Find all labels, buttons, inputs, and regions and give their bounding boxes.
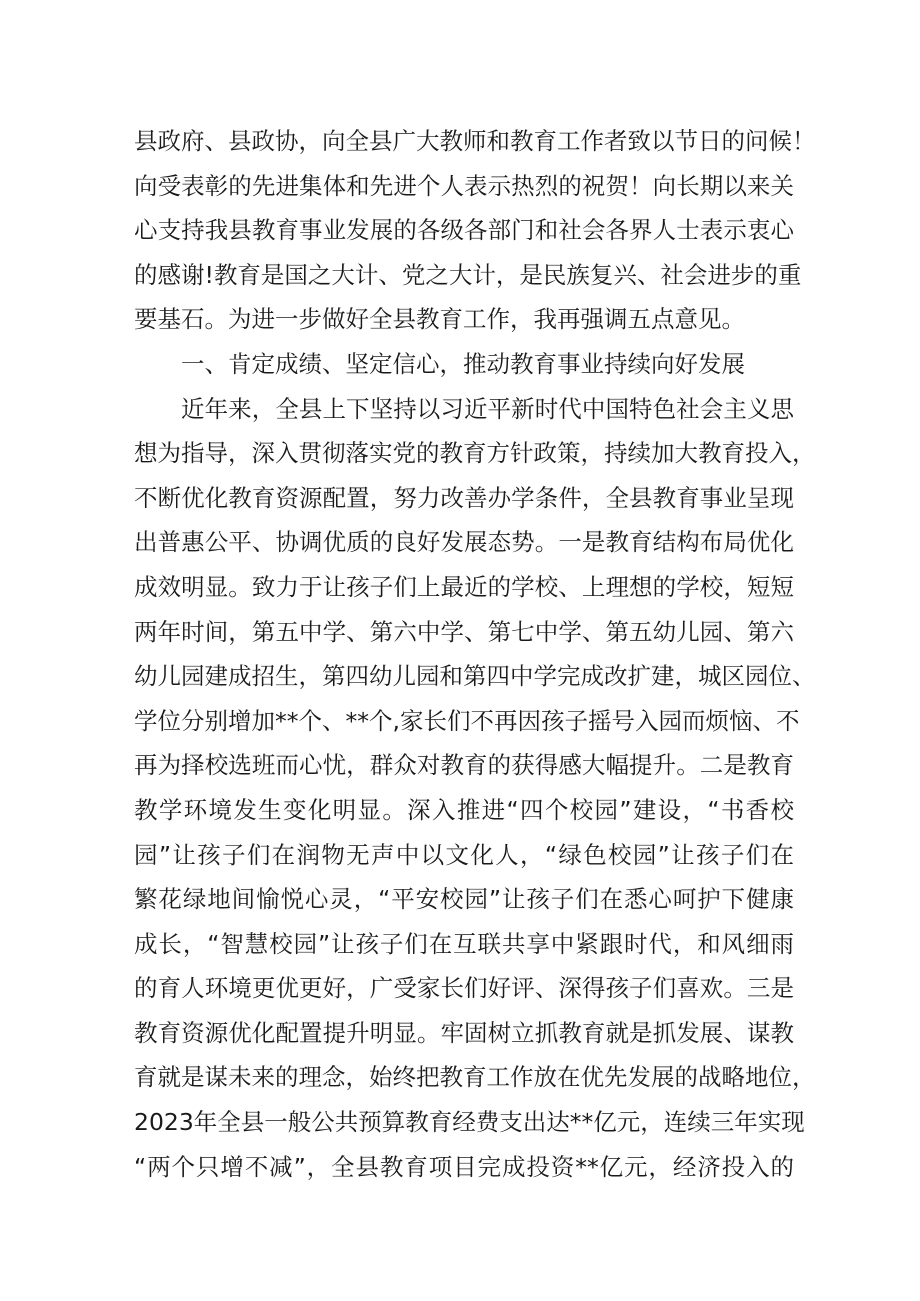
text-line: 育就是谋未来的理念，始终把教育工作放在优先发展的战略地位， <box>134 1063 816 1092</box>
text-line: 近年来，全县上下坚持以习近平新时代中国特色社会主义思 <box>181 394 794 423</box>
text-line: 两年时间，第五中学、第六中学、第七中学、第五幼儿园、第六 <box>134 617 794 646</box>
text-line: 不断优化教育资源配置，努力改善办学条件，全县教育事业呈现 <box>134 483 794 512</box>
text-line: 出普惠公平、协调优质的良好发展态势。一是教育结构布局优化 <box>134 528 794 557</box>
text-line: 的育人环境更优更好，广受家长们好评、深得孩子们喜欢。三是 <box>134 974 794 1003</box>
text-line: 成效明显。致力于让孩子们上最近的学校、上理想的学校，短短 <box>134 572 794 601</box>
text-line: 幼儿园建成招生，第四幼儿园和第四中学完成改扩建，城区园位、 <box>134 662 816 691</box>
text-line: 想为指导，深入贯彻落实党的教育方针政策，持续加大教育投入， <box>134 439 816 468</box>
text-line: 要基石。为进一步做好全县教育工作，我再强调五点意见。 <box>134 305 745 334</box>
text-line: 的感谢!教育是国之大计、党之大计，是民族复兴、社会进步的重 <box>134 260 802 289</box>
text-line: “两个只增不减”，全县教育项目完成投资**亿元，经济投入的 <box>134 1152 794 1181</box>
text-line: 成长，“智慧校园”让孩子们在互联共享中紧跟时代，和风细雨 <box>134 929 794 958</box>
text-line: 园”让孩子们在润物无声中以文化人，“绿色校园”让孩子们在 <box>134 840 794 869</box>
section-heading: 一、肯定成绩、坚定信心，推动教育事业持续向好发展 <box>181 349 745 378</box>
text-line: 心支持我县教育事业发展的各级各部门和社会各界人士表示衷心 <box>134 216 794 245</box>
text-line: 向受表彰的先进集体和先进个人表示热烈的祝贺！向长期以来关 <box>134 171 794 200</box>
text-line: 再为择校选班而心忧，群众对教育的获得感大幅提升。二是教育 <box>134 751 794 780</box>
text-line: 教育资源优化配置提升明显。牢固树立抓教育就是抓发展、谋教 <box>134 1018 794 1047</box>
text-line: 2023年全县一般公共预算教育经费支出达**亿元，连续三年实现 <box>134 1108 805 1137</box>
document-body <box>134 119 816 1189</box>
text-line: 县政府、县政协，向全县广大教师和教育工作者致以节日的问候！ <box>134 127 816 155</box>
text-line: 教学环境发生变化明显。深入推进“四个校园”建设，“书香校 <box>134 795 794 824</box>
text-line: 学位分别增加**个、**个,家长们不再因孩子摇号入园而烦恼、不 <box>134 706 800 735</box>
text-line: 繁花绿地间愉悦心灵，“平安校园”让孩子们在悉心呵护下健康 <box>134 885 794 914</box>
